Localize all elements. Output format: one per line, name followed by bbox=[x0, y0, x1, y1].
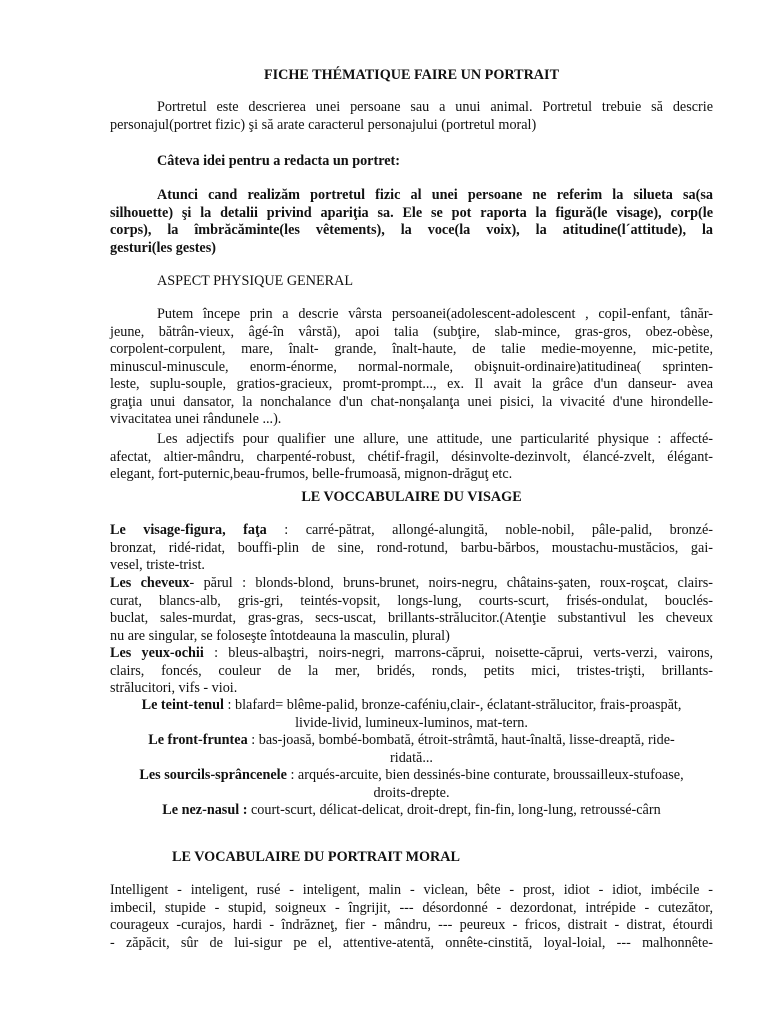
moral-heading: LE VOCABULAIRE DU PORTRAIT MORAL bbox=[172, 849, 460, 865]
intro-paragraph: Portretul este descrierea unei persoane sau a unui animal. Portretul trebuie să descrie personajul(portret fizic) şi să arate caracterul personajului (portretul moral) bbox=[110, 99, 713, 133]
visage-heading: LE VOCCABULAIRE DU VISAGE bbox=[301, 489, 522, 505]
teint-label: Le teint-tenul bbox=[141, 697, 224, 713]
front-entry: Le front-fruntea : bas-joasă, bombé-bombată, étroit-strâmtă, haut-înaltă, lisse-dreaptă, ride- ridată... bbox=[148, 732, 675, 766]
yeux-entry: Les yeux-ochii : bleus-albaştri, noirs-negri, marrons-căprui, noisette-căprui, verts-verzi, vairons, clairs, foncés, couleur de la mer, bridés, ronds, petits mici, tristes-trişti, brillants- strălucitori, vifs - vioi. bbox=[110, 645, 714, 696]
teint-entry: Le teint-tenul : blafard= blême-palid, bronze-caféniu,clair-, éclatant-strălucitor, frais-proaspăt, livide-livid, lumineux-luminos, mat-tern. bbox=[141, 697, 682, 731]
yeux-label: Les yeux-ochii bbox=[110, 645, 204, 661]
bold-paragraph: Atunci cand realizăm portretul fizic al unei persoane ne referim la silueta sa(sa silhouette) şi la detalii privind apariţia sa. Ele se pot raporta la figură(le visage), corp(le corps), la îmbrăcăminte(les vêtements), la voce(la voix), la atitudine(l´attitude), la gesturi(les gestes) bbox=[110, 187, 713, 256]
aspect-paragraph: Putem începe prin a descrie vârsta persoanei(adolescent-adolescent , copil-enfant, tânăr- jeune, bătrân-vieux, âgé-în vârstă), apoi talia (subţire, slab-mince, gras-gros, obez-obèse, corpolent-corpulent, mare, înalt- grande, înalt-haute, de talie medie-moyenne, mic-petite, minuscul-minuscule, enorm-énorme, normal-normale, obişnuit-ordinaire)atitudinea( sprinten- leste, suplu-souple, gratios-gracieux, promt-prompt..., ex. Il avait la grâce d'un danseur- avea graţia unui dansator, la nonchalance d'un chat-nonşalanţa unei pisici, la vivacité d'une hirondelle- vivacitatea unei rândunele ...). bbox=[110, 306, 713, 427]
moral-paragraph: Intelligent - inteligent, rusé - inteligent, malin - viclean, bête - prost, idiot - idiot, imbécile - imbecil, stupide - stupid, soigneux - îngrijit, --- désordonné - dezordonat, intrépide - cutezător, courageux -curajos, hardi - îndrăzneţ, fier - mândru, --- peureux - fricos, distrait - distrat, étourdi - zăpăcit, sûr de lui-sigur pe el, attentive-atentă, onnête-cinstită, loyal-loial, --- malhonnête- bbox=[110, 882, 713, 951]
visage-entry: Le visage-figura, faţa : carré-pătrat, allongé-alungită, noble-nobil, pâle-palid, bronzé- bronzat, ridé-ridat, bouffi-plin de sine, rond-rotund, barbu-bărbos, moustachu-mustăcios, gai- vesel, triste-trist. bbox=[110, 522, 713, 573]
visage-label: Le visage-figura, faţa bbox=[110, 522, 267, 538]
sourcils-label: Les sourcils-sprâncenele bbox=[139, 767, 287, 783]
nez-label: Le nez-nasul : bbox=[162, 802, 248, 818]
sourcils-entry: Les sourcils-sprâncenele : arqués-arcuite, bien dessinés-bine conturate, broussailleux-stufoase, droits-drepte. bbox=[139, 767, 684, 801]
adjectives-paragraph: Les adjectifs pour qualifier une allure, une attitude, une particularité physique : affecté- afectat, altier-mândru, charpenté-robust, chétif-fragil, désinvolte-dezinvolt, élancé-zvelt, élégant- elegant, fort-puternic,beau-frumos, belle-frumoasă, mignon-drăguţ etc. bbox=[110, 431, 713, 482]
ideas-heading: Câteva idei pentru a redacta un portret: bbox=[157, 153, 400, 169]
aspect-heading: ASPECT PHYSIQUE GENERAL bbox=[157, 273, 354, 289]
nez-entry: Le nez-nasul : court-scurt, délicat-delicat, droit-drept, fin-fin, long-lung, retroussé-cârn bbox=[162, 802, 661, 818]
page-title: FICHE THÉMATIQUE FAIRE UN PORTRAIT bbox=[263, 67, 560, 83]
cheveux-entry: Les cheveux- părul : blonds-blond, bruns-brunet, noirs-negru, châtains-şaten, roux-roşcat, clairs- curat, blancs-alb, gris-gri, teintés-vopsit, longs-lung, courts-scurt, frisés-ondulat, bouclés- buclat, sales-murdat, gras-gras, secs-uscat, brillants-strălucitor.(Atenţie substantivul les cheveux nu are singular, se foloseşte întotdeauna la masculin, plural) bbox=[110, 575, 713, 644]
cheveux-label: Les cheveux bbox=[110, 575, 190, 591]
front-label: Le front-fruntea bbox=[148, 732, 248, 748]
